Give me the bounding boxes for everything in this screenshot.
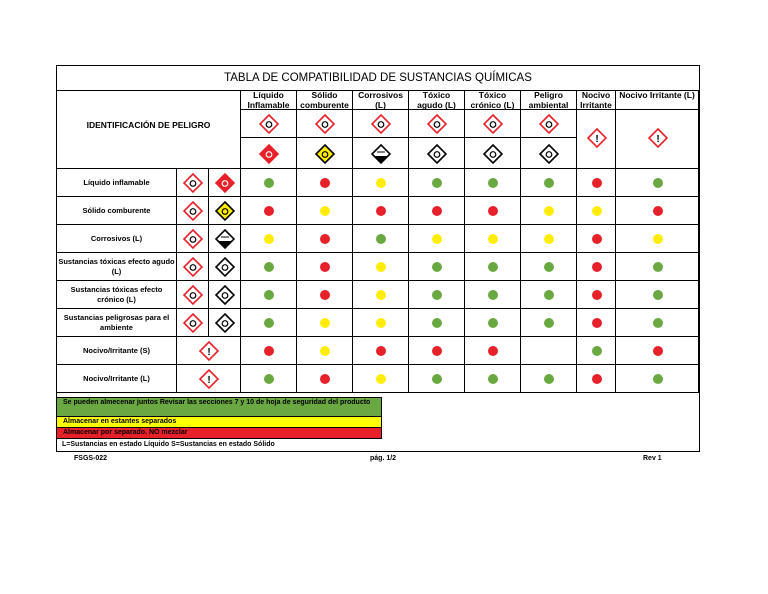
compatibility-cell	[409, 281, 465, 309]
compatibility-dot-green	[432, 374, 442, 384]
compatibility-dot-yellow	[376, 318, 386, 328]
compatibility-dot-red	[653, 206, 663, 216]
footer-page: pág. 1/2	[370, 455, 397, 462]
compatibility-cell	[521, 281, 577, 309]
compatibility-cell	[297, 309, 353, 337]
compatibility-cell	[353, 197, 409, 225]
compatibility-cell	[616, 197, 699, 225]
compatibility-dot-green	[432, 318, 442, 328]
compatibility-cell	[577, 253, 616, 281]
compatibility-dot-red	[488, 346, 498, 356]
compatibility-cell	[241, 197, 297, 225]
compatibility-dot-yellow	[544, 206, 554, 216]
compatibility-dot-red	[592, 234, 602, 244]
hazard-icon	[215, 257, 235, 282]
compatibility-cell	[241, 365, 297, 393]
compatibility-dot-green	[653, 318, 663, 328]
compatibility-dot-red	[320, 290, 330, 300]
compatibility-dot-red	[376, 346, 386, 356]
compatibility-cell	[465, 197, 521, 225]
hazard-icon	[371, 144, 391, 169]
compatibility-cell	[577, 225, 616, 253]
compatibility-dot-green	[544, 178, 554, 188]
footer-rev: Rev 1	[643, 455, 662, 462]
compatibility-dot-red	[592, 318, 602, 328]
column-header: Corrosivos (L)	[353, 90, 409, 110]
hazard-icon	[483, 114, 503, 139]
compatibility-dot-red	[320, 234, 330, 244]
compatibility-dot-green	[544, 374, 554, 384]
compatibility-cell	[353, 225, 409, 253]
hazard-icon	[183, 313, 203, 338]
row-label: Sustancias tóxicas efecto agudo (L)	[57, 253, 177, 281]
svg-text:!: !	[207, 375, 211, 386]
compatibility-dot-red	[592, 374, 602, 384]
compatibility-cell	[616, 253, 699, 281]
compatibility-cell	[465, 253, 521, 281]
compatibility-cell	[409, 365, 465, 393]
hazard-icon	[539, 144, 559, 169]
exclamation-icon	[587, 128, 607, 153]
compatibility-cell	[616, 281, 699, 309]
compatibility-dot-red	[264, 346, 274, 356]
compatibility-dot-green	[264, 178, 274, 188]
compatibility-cell	[241, 337, 297, 365]
compatibility-cell	[241, 169, 297, 197]
column-header: Nocivo Irritante	[577, 90, 616, 110]
compatibility-dot-green	[653, 290, 663, 300]
compatibility-dot-red	[432, 346, 442, 356]
column-header: Nocivo Irritante (L)	[616, 90, 699, 110]
row-label: Sustancias peligrosas para el ambiente	[57, 309, 177, 337]
compatibility-dot-green	[544, 262, 554, 272]
compatibility-cell	[577, 281, 616, 309]
compatibility-dot-green	[264, 290, 274, 300]
compatibility-dot-green	[432, 178, 442, 188]
table-title: TABLA DE COMPATIBILIDAD DE SUSTANCIAS QUÍMICAS	[57, 66, 699, 91]
compatibility-dot-green	[544, 318, 554, 328]
compatibility-cell	[577, 309, 616, 337]
compatibility-dot-yellow	[653, 234, 663, 244]
compatibility-dot-green	[488, 262, 498, 272]
compatibility-dot-yellow	[320, 206, 330, 216]
compatibility-cell	[297, 337, 353, 365]
hazard-icon	[315, 114, 335, 139]
compatibility-dot-green	[264, 318, 274, 328]
compatibility-cell	[353, 309, 409, 337]
hazard-icon	[315, 144, 335, 169]
compatibility-dot-yellow	[376, 178, 386, 188]
compatibility-dot-red	[488, 206, 498, 216]
svg-text:!: !	[655, 134, 660, 145]
svg-text:!: !	[207, 347, 211, 358]
compatibility-dot-yellow	[592, 206, 602, 216]
exclamation-icon	[199, 369, 219, 394]
exclamation-icon	[199, 341, 219, 366]
legend-yellow: Almacenar en estantes separados	[56, 417, 382, 428]
compatibility-dot-yellow	[376, 374, 386, 384]
hazard-icon	[183, 257, 203, 282]
compatibility-cell	[297, 169, 353, 197]
column-header: Sólido comburente	[297, 90, 353, 110]
compatibility-dot-red	[376, 206, 386, 216]
compatibility-cell	[521, 197, 577, 225]
hazard-icon	[183, 201, 203, 226]
compatibility-cell	[465, 225, 521, 253]
compatibility-cell	[409, 225, 465, 253]
compatibility-cell	[465, 309, 521, 337]
hazard-icon	[183, 285, 203, 310]
compatibility-dot-red	[320, 374, 330, 384]
compatibility-dot-red	[653, 346, 663, 356]
compatibility-cell	[577, 365, 616, 393]
compatibility-cell	[353, 337, 409, 365]
compatibility-cell	[465, 281, 521, 309]
hazard-icon	[215, 173, 235, 198]
compatibility-dot-yellow	[432, 234, 442, 244]
compatibility-dot-green	[653, 178, 663, 188]
hazard-icon	[215, 229, 235, 254]
compatibility-table	[56, 65, 700, 452]
compatibility-dot-yellow	[544, 234, 554, 244]
compatibility-cell	[297, 253, 353, 281]
identification-header: IDENTIFICACIÓN DE PELIGRO	[57, 90, 241, 169]
compatibility-dot-green	[488, 178, 498, 188]
column-header: Peligro ambiental	[521, 90, 577, 110]
hazard-icon	[259, 144, 279, 169]
compatibility-cell	[616, 337, 699, 365]
column-header: Tóxico agudo (L)	[409, 90, 465, 110]
compatibility-cell	[616, 169, 699, 197]
compatibility-cell	[353, 253, 409, 281]
compatibility-cell	[241, 309, 297, 337]
compatibility-cell	[577, 197, 616, 225]
hazard-icon	[259, 114, 279, 139]
compatibility-dot-green	[592, 346, 602, 356]
exclamation-icon	[648, 128, 668, 153]
hazard-icon	[371, 114, 391, 139]
compatibility-cell	[521, 253, 577, 281]
compatibility-cell	[465, 365, 521, 393]
row-label: Sólido comburente	[57, 197, 177, 225]
compatibility-cell	[616, 225, 699, 253]
compatibility-dot-green	[264, 374, 274, 384]
compatibility-cell	[297, 197, 353, 225]
column-header: Líquido Inflamable	[241, 90, 297, 110]
compatibility-cell	[577, 337, 616, 365]
compatibility-cell	[297, 281, 353, 309]
compatibility-cell	[521, 169, 577, 197]
compatibility-dot-green	[653, 374, 663, 384]
compatibility-cell	[241, 225, 297, 253]
compatibility-dot-red	[592, 290, 602, 300]
compatibility-dot-green	[653, 262, 663, 272]
compatibility-dot-green	[264, 262, 274, 272]
compatibility-dot-green	[432, 262, 442, 272]
row-label: Nocivo/Irritante (L)	[57, 365, 177, 393]
compatibility-dot-green	[376, 234, 386, 244]
compatibility-cell	[409, 337, 465, 365]
compatibility-cell	[353, 365, 409, 393]
compatibility-cell	[521, 225, 577, 253]
compatibility-dot-yellow	[264, 234, 274, 244]
hazard-icon	[483, 144, 503, 169]
footer-code: FSGS-022	[74, 455, 108, 462]
compatibility-cell	[297, 225, 353, 253]
compatibility-cell	[465, 337, 521, 365]
row-label: Corrosivos (L)	[57, 225, 177, 253]
hazard-icon	[183, 229, 203, 254]
compatibility-cell	[353, 281, 409, 309]
column-header: Tóxico crónico (L)	[465, 90, 521, 110]
compatibility-cell	[241, 281, 297, 309]
compatibility-cell	[409, 253, 465, 281]
compatibility-cell	[521, 365, 577, 393]
compatibility-dot-red	[592, 262, 602, 272]
compatibility-dot-red	[320, 178, 330, 188]
compatibility-cell	[409, 169, 465, 197]
hazard-icon	[539, 114, 559, 139]
hazard-icon	[427, 114, 447, 139]
row-label: Nocivo/Irritante (S)	[57, 337, 177, 365]
hazard-icon	[183, 173, 203, 198]
compatibility-cell	[521, 337, 577, 365]
compatibility-dot-green	[432, 290, 442, 300]
row-label: Sustancias tóxicas efecto crónico (L)	[57, 281, 177, 309]
hazard-icon	[427, 144, 447, 169]
compatibility-dot-yellow	[376, 262, 386, 272]
compatibility-dot-yellow	[320, 318, 330, 328]
hazard-icon	[215, 285, 235, 310]
compatibility-dot-green	[488, 290, 498, 300]
compatibility-cell	[297, 365, 353, 393]
compatibility-dot-red	[432, 206, 442, 216]
compatibility-dot-red	[264, 206, 274, 216]
compatibility-dot-yellow	[320, 346, 330, 356]
compatibility-cell	[465, 169, 521, 197]
compatibility-cell	[616, 365, 699, 393]
compatibility-dot-red	[320, 262, 330, 272]
legend-red: Almacenar por separado. NO mezclar	[56, 428, 382, 439]
hazard-icon	[215, 313, 235, 338]
compatibility-cell	[353, 169, 409, 197]
compatibility-cell	[409, 197, 465, 225]
compatibility-dot-yellow	[488, 234, 498, 244]
compatibility-dot-green	[544, 290, 554, 300]
compatibility-cell	[616, 309, 699, 337]
svg-text:!: !	[594, 134, 599, 145]
compatibility-dot-green	[488, 374, 498, 384]
compatibility-dot-yellow	[376, 290, 386, 300]
row-label: Líquido inflamable	[57, 169, 177, 197]
state-note: L=Sustancias en estado Líquido S=Sustancias en estado Sólido	[62, 441, 275, 448]
hazard-icon	[215, 201, 235, 226]
legend-green: Se pueden almecenar juntos Revisar las secciones 7 y 10 de hoja de seguridad del producto	[56, 397, 382, 417]
compatibility-cell	[409, 309, 465, 337]
compatibility-cell	[521, 309, 577, 337]
compatibility-dot-green	[488, 318, 498, 328]
compatibility-cell	[577, 169, 616, 197]
compatibility-cell	[241, 253, 297, 281]
compatibility-dot-red	[592, 178, 602, 188]
